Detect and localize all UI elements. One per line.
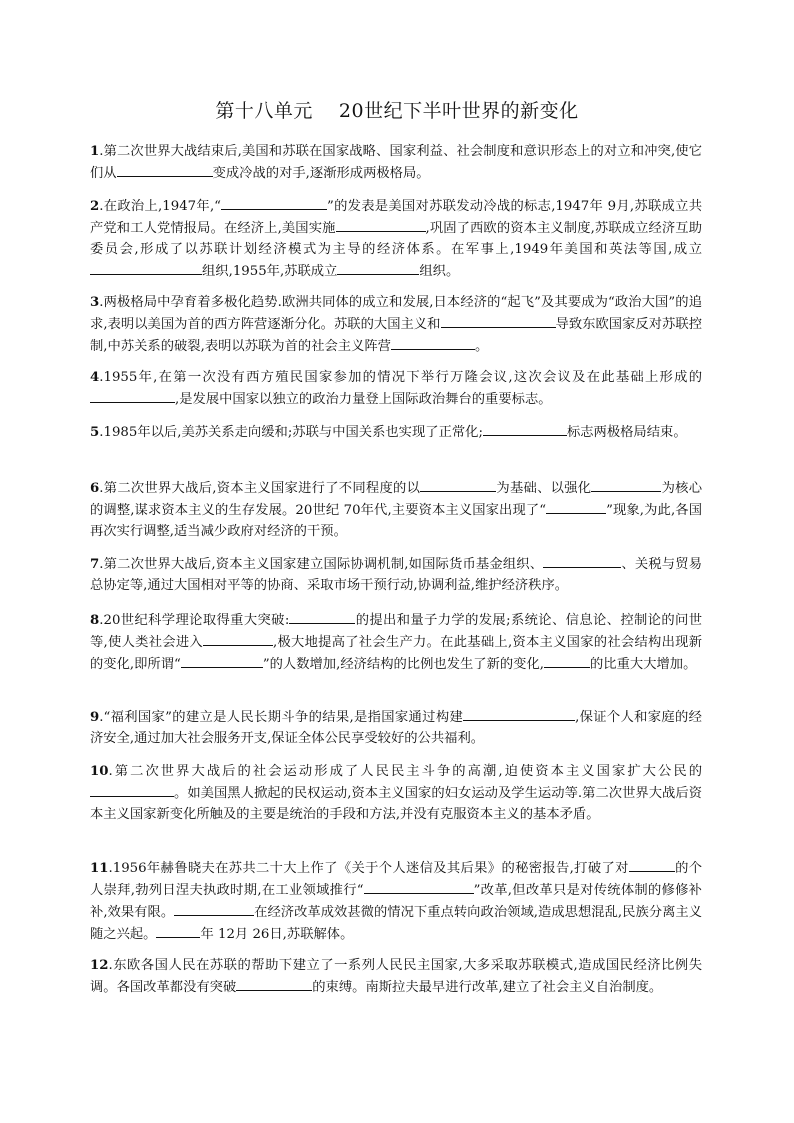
question-number: 12: [90, 958, 109, 973]
question-7: 7.第二次世界大战后,资本主义国家建立国际协调机制,如国际货币基金组织、 、关税与贸易总协定等,通过大国相对平等的协商、采取市场干预行动,协调利益,维护经济秩序。: [90, 553, 702, 596]
question-number: 1: [90, 144, 100, 159]
answer-blank[interactable]: [236, 976, 312, 991]
question-6: 6.第二次世界大战后,资本主义国家进行了不同程度的以 为基础、以强化 为核心的调整,谋求资本主义的生存发展。20世纪 70年代,主要资本主义国家出现了“ ”现象,为此,各国再次实行调整,适当减少政府对经济的干预。: [90, 477, 702, 542]
question-number: 5: [90, 425, 100, 440]
question-number: 11: [90, 861, 109, 876]
question-3: 3.两极格局中孕育着多极化趋势.欧洲共同体的成立和发展,日本经济的“起飞”及其要成为“政治大国”的追求,表明以美国为首的西方阵营逐渐分化。苏联的大国主义和 导致东欧国家反对苏联控制,中苏关系的破裂,表明以苏联为首的社会主义阵营 。: [90, 295, 702, 354]
answer-blank[interactable]: [463, 706, 575, 721]
question-5: 5.1985年以后,美苏关系走向缓和;苏联与中国关系也实现了正常化; 标志两极格局结束。: [90, 421, 702, 443]
answer-blank[interactable]: [117, 162, 213, 177]
answer-blank[interactable]: [483, 421, 567, 436]
answer-blank[interactable]: [591, 477, 661, 492]
question-number: 7: [90, 557, 100, 572]
question-number: 8: [90, 613, 100, 628]
question-number: 4: [90, 370, 100, 385]
question-10: 10.第二次世界大战后的社会运动形成了人民民主斗争的高潮,迫使资本主义国家扩大公民的。如美国黑人掀起的民权运动,资本主义国家的妇女运动及学生运动等.第二次世界大战后资本主义国家新变化所触及的主要是统治的手段和方法,并没有克服资本主义的基本矛盾。: [90, 764, 702, 822]
answer-blank[interactable]: [337, 260, 419, 275]
question-number: 6: [90, 481, 100, 496]
answer-blank[interactable]: [546, 499, 606, 514]
page-title: 第十八单元 20世纪下半叶世界的新变化: [215, 100, 579, 122]
answer-blank[interactable]: [174, 901, 254, 916]
answer-blank[interactable]: [156, 923, 200, 938]
answer-blank[interactable]: [544, 653, 590, 668]
answer-blank[interactable]: [441, 313, 556, 328]
answer-blank[interactable]: [543, 553, 621, 568]
question-8: 8.20世纪科学理论取得重大突破: 的提出和量子力学的发展;系统论、信息论、控制论的问世等,使人类社会进入 ,极大地提高了社会生产力。在此基础上,资本主义国家的社会结构出现新的变化,即所谓“ ”的人数增加,经济结构的比例也发生了新的变化, 的比重大大增加。: [90, 609, 702, 675]
answer-blank[interactable]: [420, 477, 496, 492]
answer-blank[interactable]: [221, 195, 327, 210]
question-4: 4.1955年,在第一次没有西方殖民国家参加的情况下举行万隆会议,这次会议及在此基础上形成的,是发展中国家以独立的政治力量登上国际政治舞台的重要标志。: [90, 370, 702, 407]
question-1: 1.第二次世界大战结束后,美国和苏联在国家战略、国家利益、社会制度和意识形态上的对立和冲突,使它们从 变成冷战的对手,逐渐形成两极格局。: [90, 144, 702, 181]
answer-blank[interactable]: [391, 335, 475, 350]
answer-blank[interactable]: [90, 782, 174, 797]
answer-blank[interactable]: [181, 653, 263, 668]
question-number: 10: [90, 764, 109, 779]
question-number: 3: [90, 295, 100, 310]
question-number: 2: [90, 199, 100, 214]
question-2: 2.在政治上,1947年,“ ”的发表是美国对苏联发动冷战的标志,1947年 9月,苏联成立共产党和工人党情报局。在经济上,美国实施 ,巩固了西欧的资本主义制度,苏联成立经济互助委员会,形成了以苏联计划经济模式为主导的经济体系。在军事上,1949年美国和英法等国,成立组织,1955年,苏联成立 组织。: [90, 195, 702, 282]
question-12: 12.东欧各国人民在苏联的帮助下建立了一系列人民民主国家,大多采取苏联模式,造成国民经济比例失调。各国改革都没有突破 的束缚。南斯拉夫最早进行改革,建立了社会主义自治制度。: [90, 958, 702, 995]
answer-blank[interactable]: [336, 217, 426, 232]
answer-blank[interactable]: [364, 879, 474, 894]
question-9: 9.“福利国家”的建立是人民长期斗争的结果,是指国家通过构建 ,保证个人和家庭的经济安全,通过加大社会服务开支,保证全体公民享受较好的公共福利。: [90, 706, 702, 749]
answer-blank[interactable]: [90, 388, 175, 403]
question-11: 11.1956年赫鲁晓夫在苏共二十大上作了《关于个人迷信及其后果》的秘密报告,打破了对 的个人崇拜,勃列日涅夫执政时期,在工业领域推行“ ”改革,但改革只是对传统体制的修修补补,效果有限。 在经济改革成效甚微的情况下重点转向政治领域,造成思想混乱,民族分离主义随之兴起。 年 12月 26日,苏联解体。: [90, 857, 702, 945]
answer-blank[interactable]: [203, 631, 273, 646]
answer-blank[interactable]: [629, 857, 675, 872]
answer-blank[interactable]: [289, 609, 355, 624]
answer-blank[interactable]: [90, 260, 202, 275]
question-number: 9: [90, 710, 100, 725]
